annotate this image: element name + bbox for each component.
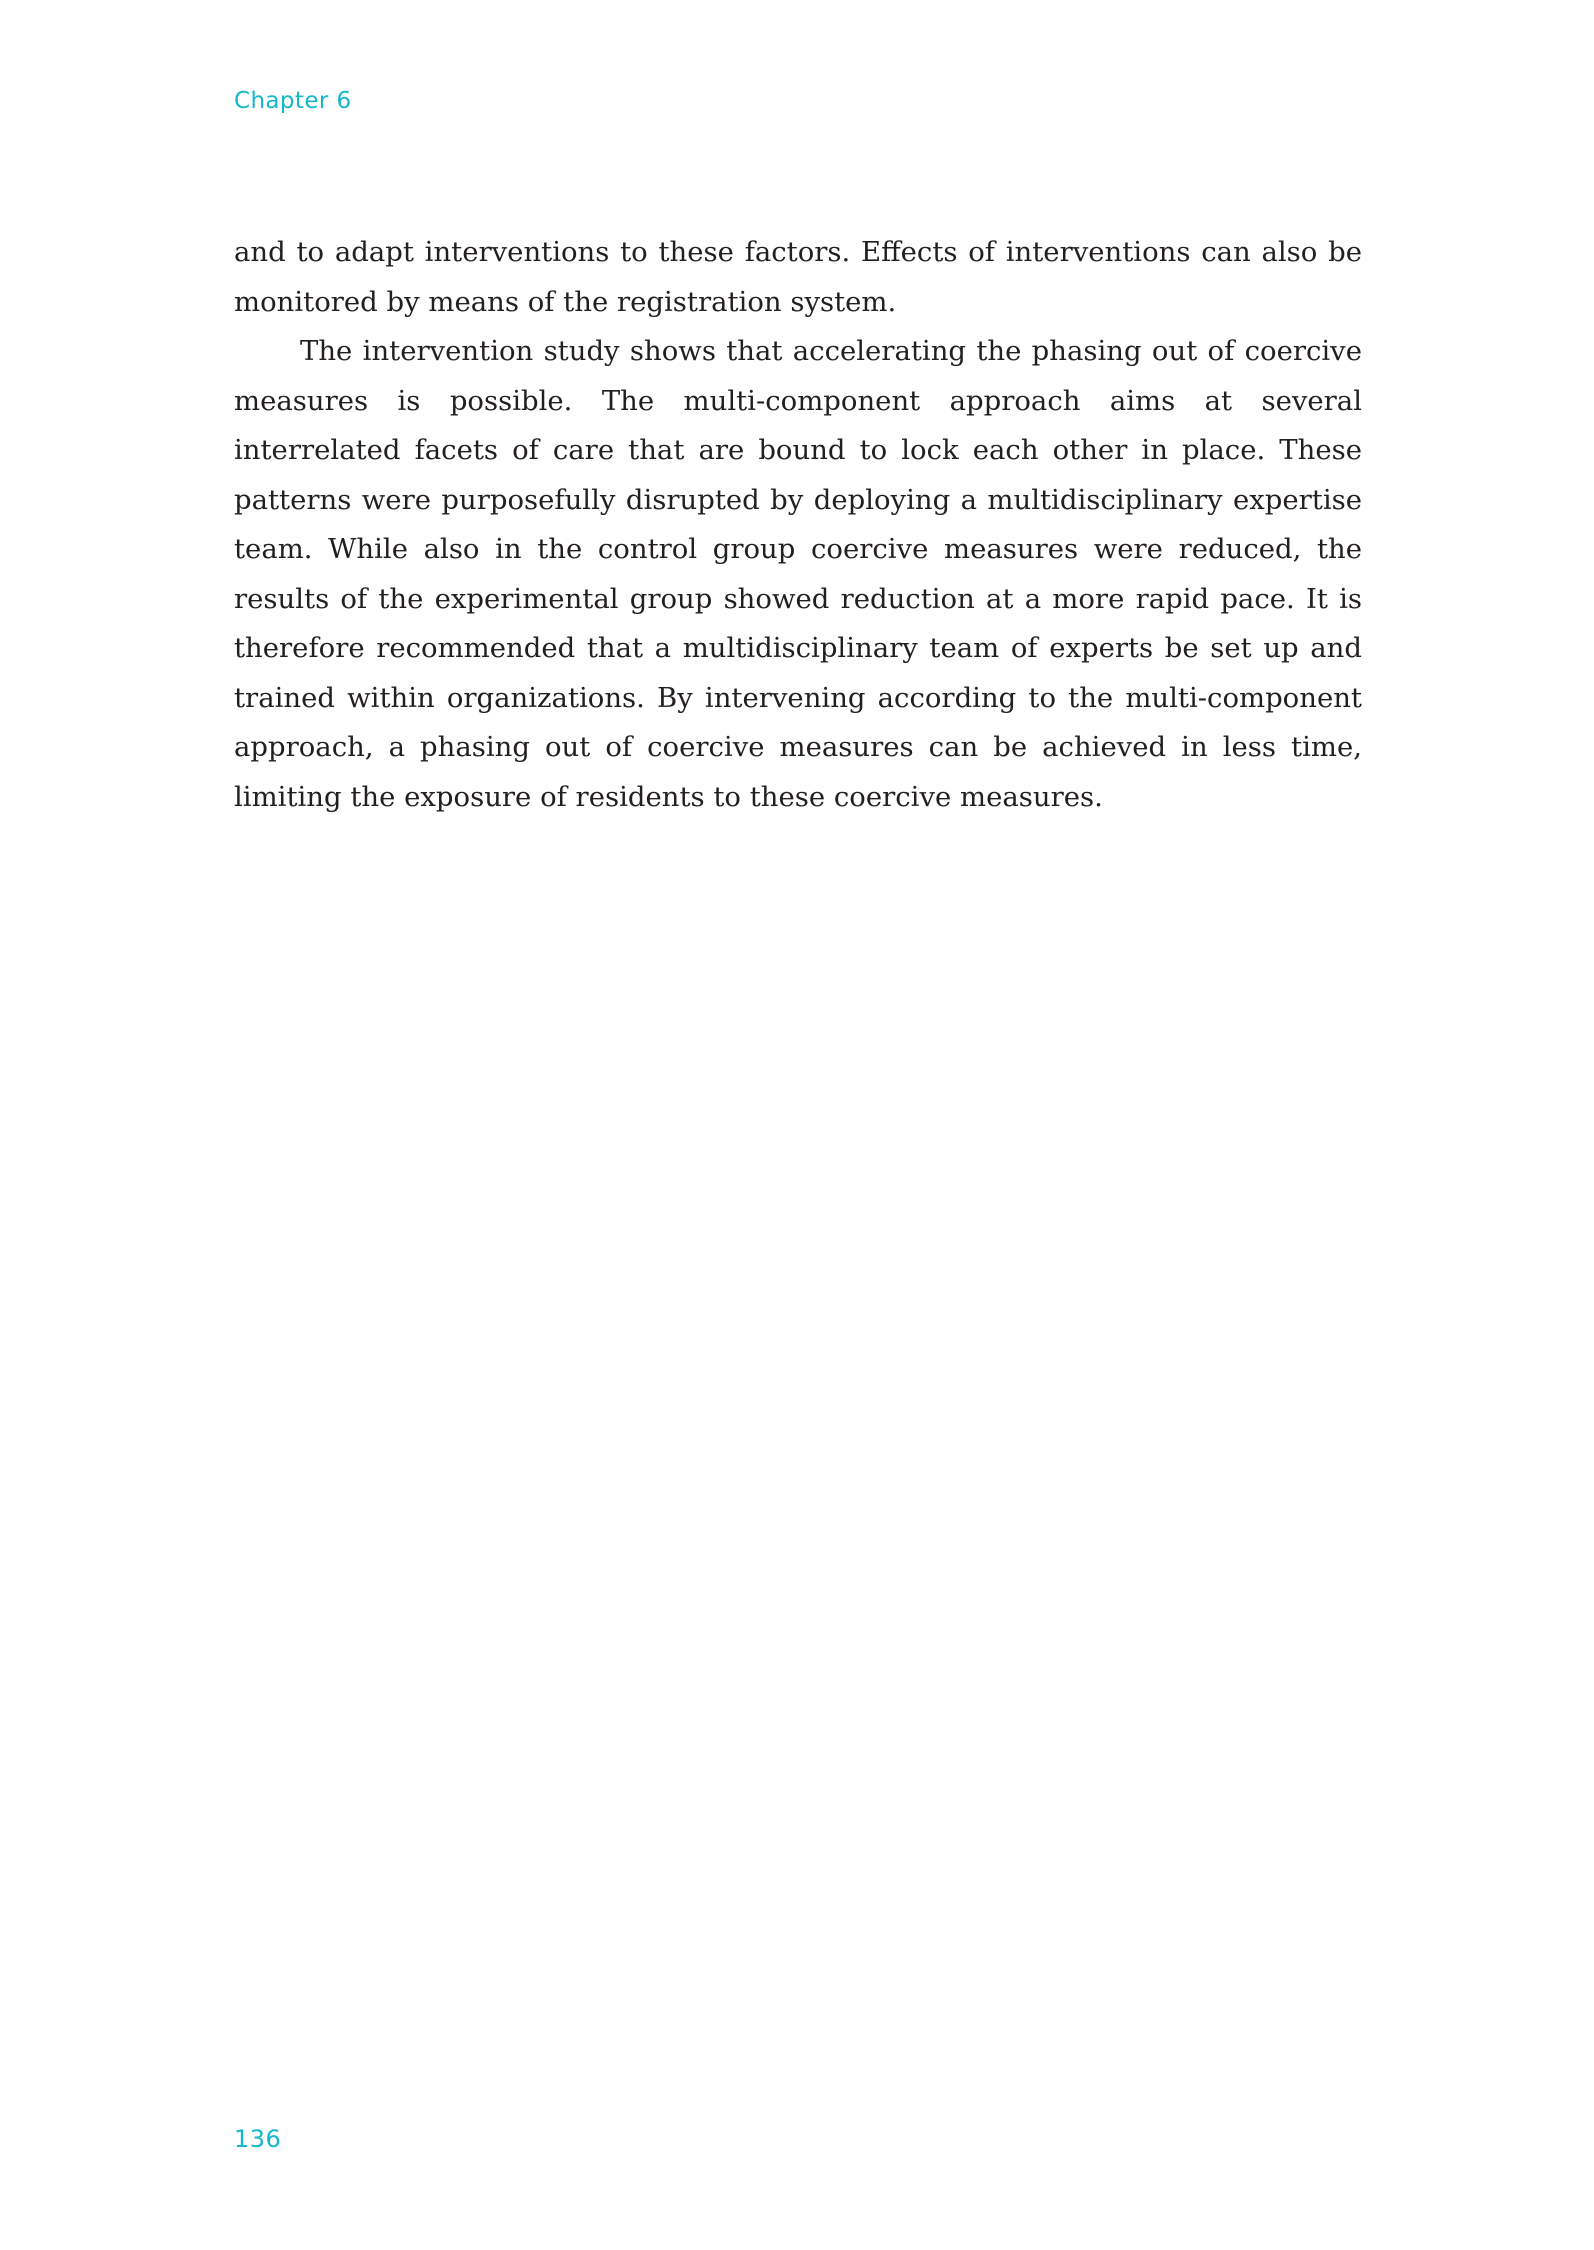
running-head-chapter: Chapter 6 [234,88,352,114]
body-text-block [234,228,1362,822]
paragraph-intervention-study: The intervention study shows that accelerating the phasing out of coercive measures is possible. The multi-component approach aims at several interrelated facets of care that are bound to lock each other in place. These patterns were purposefully disrupted by deploying a multidisciplinary expertise team. While also in the control group coercive measures were reduced, the results of the experimental group showed reduction at a more rapid pace. It is therefore recommended that a multidisciplinary team of experts be set up and trained within organizations. By intervening according to the multi-component approach, a phasing out of coercive measures can be achieved in less time, limiting the exposure of residents to these coercive measures. [234,335,1362,813]
page-number: 136 [234,2125,282,2153]
paragraph-continuation: and to adapt interventions to these factors. Effects of interventions can also be monitored by means of the registration system. [234,236,1362,318]
